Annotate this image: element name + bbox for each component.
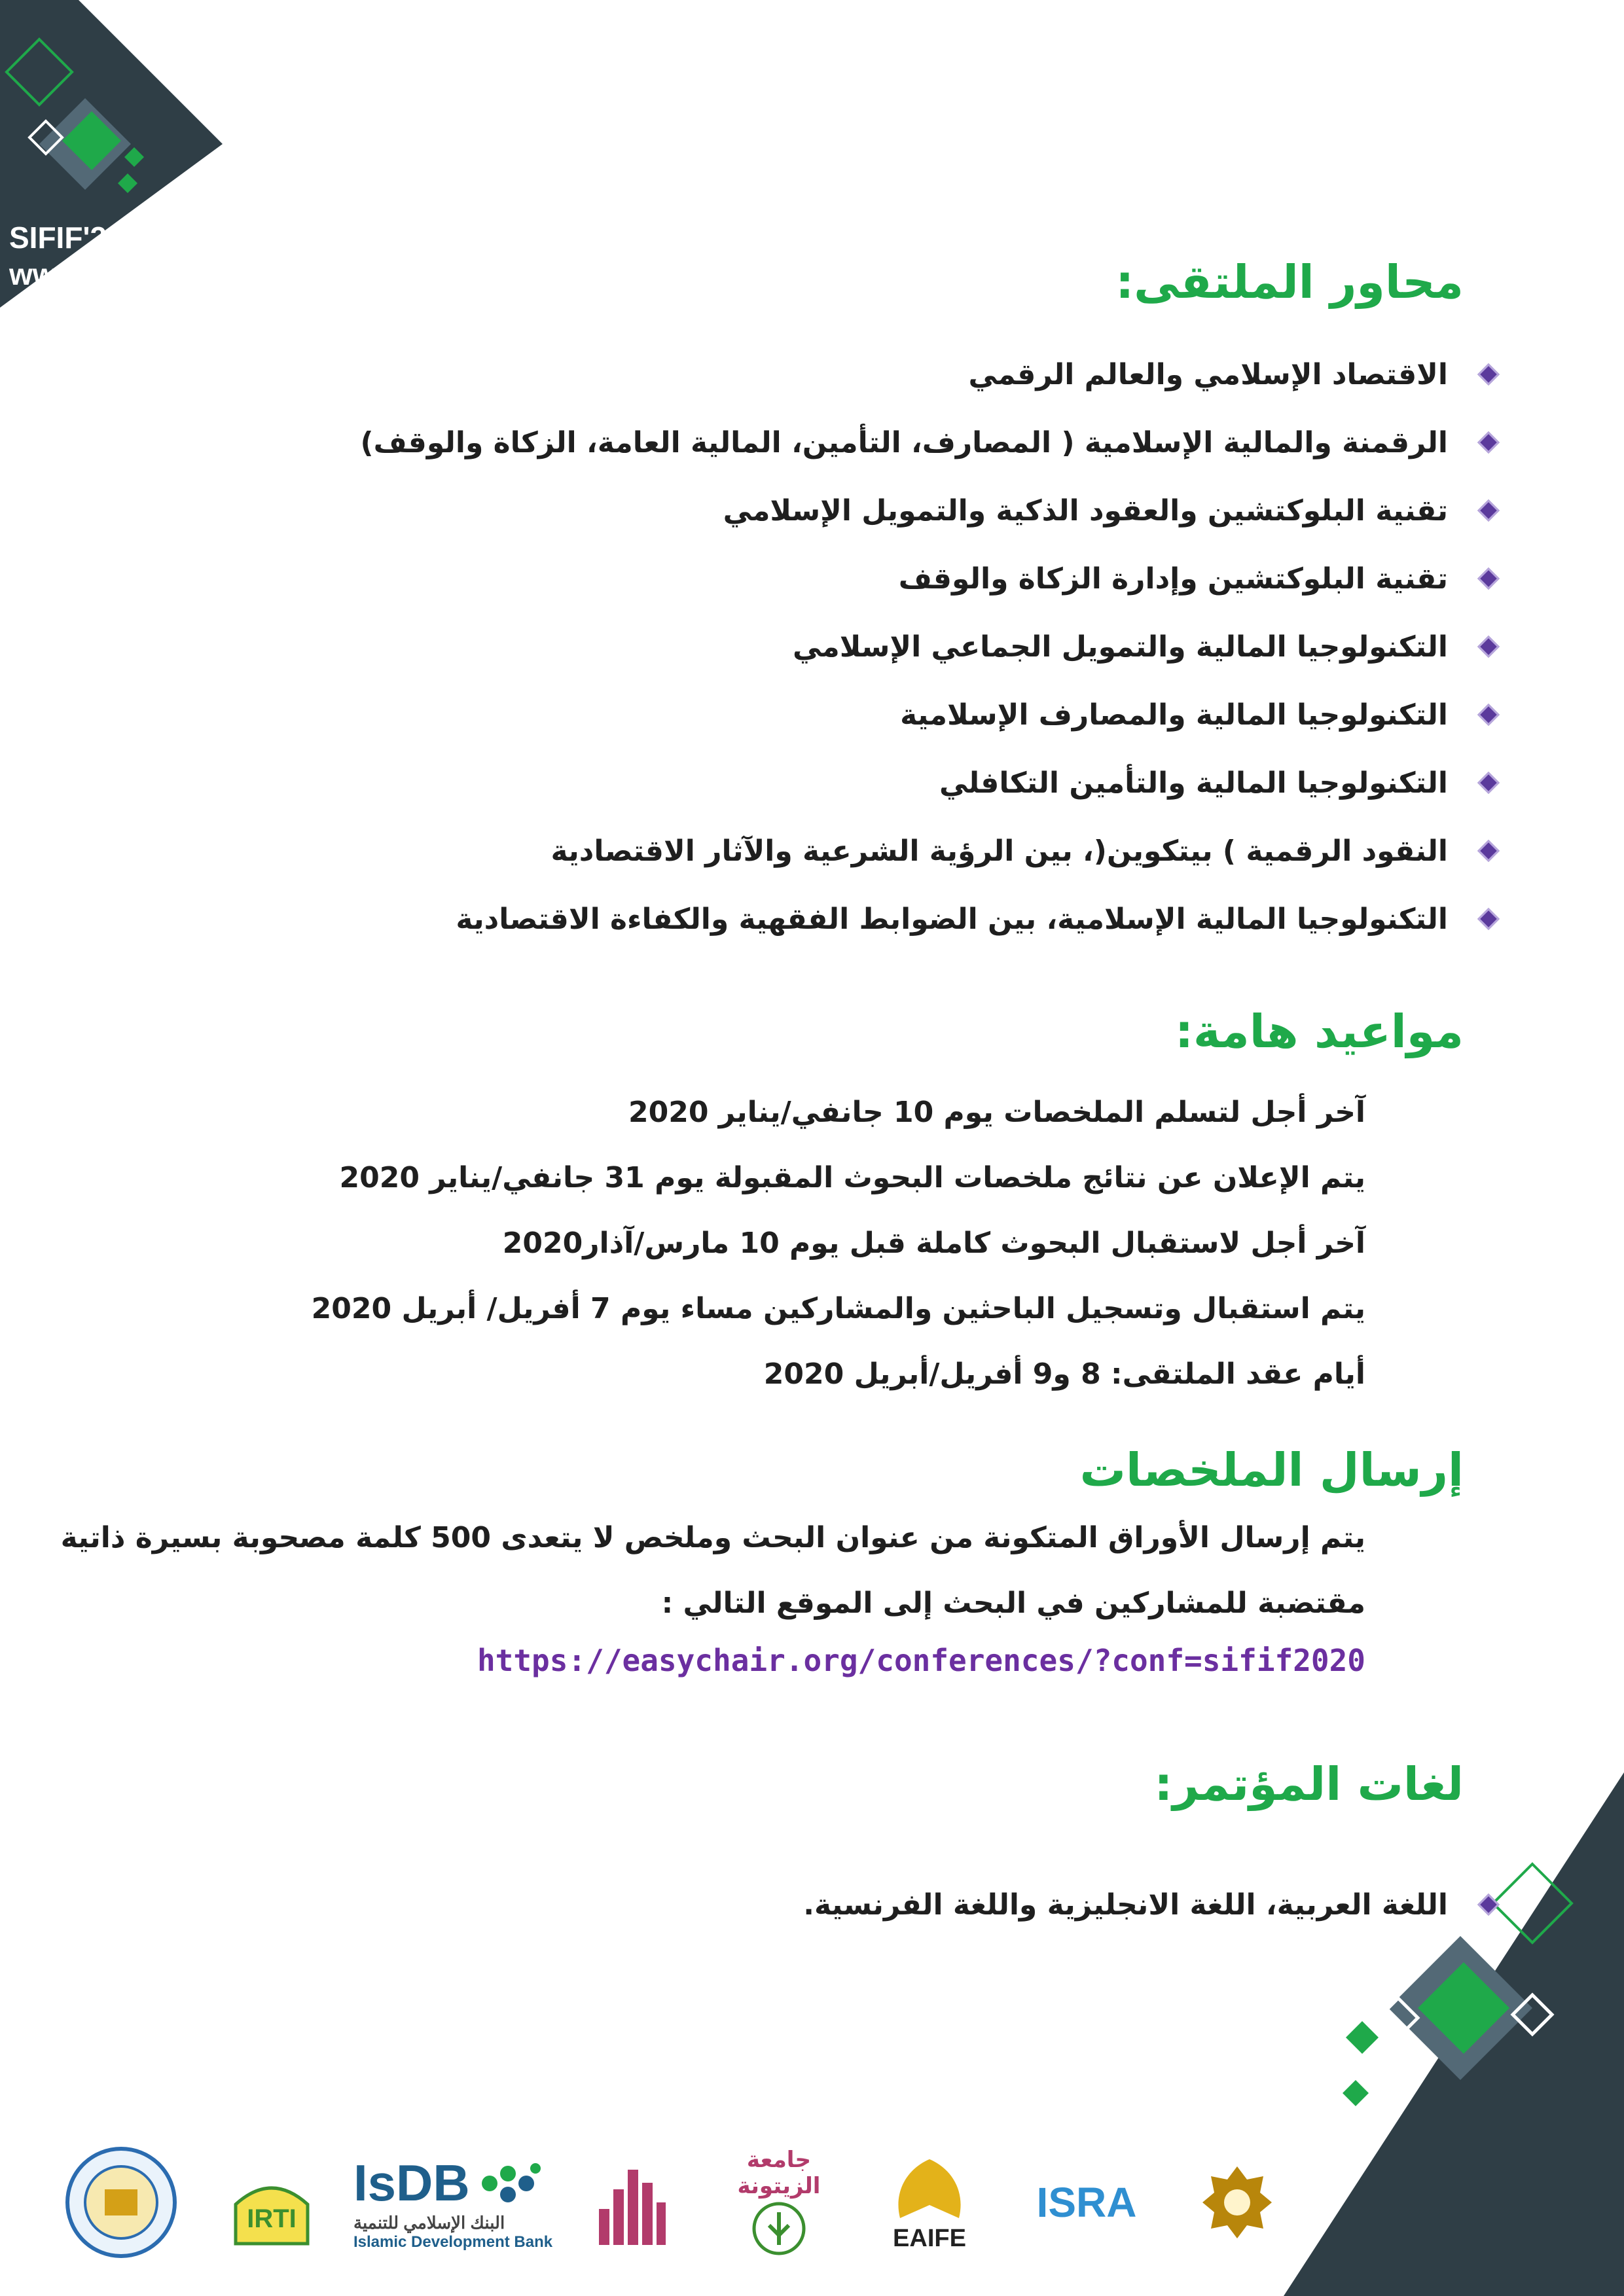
event-brand bbox=[9, 219, 177, 293]
list-item: التكنولوجيا المالية والتمويل الجماعي الإسلامي bbox=[122, 613, 1496, 681]
zitouna-logo: جامعة الزيتونة bbox=[707, 2140, 851, 2265]
date-item: أيام عقد الملتقى: 8 و9 أفريل/أبريل 2020 bbox=[763, 1357, 1365, 1391]
partner-logos bbox=[52, 2140, 1296, 2271]
submission-text bbox=[0, 1505, 1365, 1636]
diamond-bullet-icon bbox=[1477, 1893, 1500, 1916]
event-website[interactable]: www.sifif.tn bbox=[9, 257, 177, 291]
list-item: التكنولوجيا المالية والتأمين التكافلي bbox=[122, 749, 1496, 817]
diamond-bullet-icon bbox=[1477, 431, 1500, 454]
list-item: النقود الرقمية ) بيتكوين(، بين الرؤية الشرعية والآثار الاقتصادية bbox=[122, 817, 1496, 885]
list-item: تقنية البلوكتشين والعقود الذكية والتمويل الإسلامي bbox=[122, 476, 1496, 545]
list-item: الاقتصاد الإسلامي والعالم الرقمي bbox=[122, 340, 1496, 408]
diamond-bullet-icon bbox=[1477, 363, 1500, 386]
languages-list bbox=[122, 1872, 1496, 1937]
submission-link[interactable]: https://easychair.org/conferences/?conf=sifif2020 bbox=[477, 1643, 1365, 1678]
list-item: الرقمنة والمالية الإسلامية ( المصارف، التأمين، المالية العامة، الزكاة والوقف) bbox=[122, 408, 1496, 476]
list-item: التكنولوجيا المالية الإسلامية، بين الضوابط الفقهية والكفاءة الاقتصادية bbox=[122, 885, 1496, 953]
eaife-logo: EAIFE bbox=[864, 2140, 995, 2265]
event-code: SIFIF'2020 bbox=[9, 221, 157, 255]
dates-heading: مواعيد هامة: bbox=[1174, 1005, 1464, 1058]
diamond-bullet-icon bbox=[1477, 567, 1500, 590]
submission-line-1: يتم إرسال الأوراق المتكونة من عنوان البحث وملخص لا يتعدى 500 كلمة مصحوبة بسيرة ذاتية bbox=[60, 1521, 1365, 1554]
isra-logo: ISRA bbox=[1036, 2179, 1137, 2226]
university-seal-logo bbox=[59, 2140, 183, 2265]
diamond-bullet-icon bbox=[1477, 908, 1500, 930]
council-emblem-logo bbox=[1178, 2140, 1296, 2265]
irti-logo: IRTI bbox=[216, 2140, 327, 2265]
isdb-logo: IsDB البنك الإسلامي للتنمية Islamic Development Bank bbox=[353, 2154, 553, 2251]
building-logo bbox=[576, 2140, 687, 2265]
diamond-bullet-icon bbox=[1477, 636, 1500, 658]
submission-line-2: مقتضبة للمشاركين في البحث إلى الموقع التالي : bbox=[661, 1587, 1365, 1620]
date-item: آخر أجل لتسلم الملخصات يوم 10 جانفي/يناير 2020 bbox=[628, 1096, 1365, 1129]
date-item: يتم الإعلان عن نتائج ملخصات البحوث المقبولة يوم 31 جانفي/يناير 2020 bbox=[339, 1161, 1365, 1194]
date-item: آخر أجل لاستقبال البحوث كاملة قبل يوم 10 مارس/آذار2020 bbox=[502, 1227, 1365, 1260]
date-item: يتم استقبال وتسجيل الباحثين والمشاركين مساء يوم 7 أفريل/ أبريل 2020 bbox=[311, 1292, 1365, 1325]
axes-list bbox=[122, 340, 1496, 953]
submission-heading: إرسال الملخصات bbox=[1079, 1443, 1464, 1497]
diamond-bullet-icon bbox=[1477, 840, 1500, 862]
list-item: التكنولوجيا المالية والمصارف الإسلامية bbox=[122, 681, 1496, 749]
list-item: تقنية البلوكتشين وإدارة الزكاة والوقف bbox=[122, 545, 1496, 613]
axes-heading: محاور الملتقى: bbox=[1115, 255, 1464, 309]
diamond-bullet-icon bbox=[1477, 704, 1500, 726]
diamond-bullet-icon bbox=[1477, 772, 1500, 794]
list-item: اللغة العربية، اللغة الانجليزية واللغة الفرنسية. bbox=[122, 1872, 1496, 1937]
languages-heading: لغات المؤتمر: bbox=[1154, 1757, 1464, 1811]
diamond-bullet-icon bbox=[1477, 499, 1500, 522]
dates-list bbox=[122, 1080, 1365, 1407]
